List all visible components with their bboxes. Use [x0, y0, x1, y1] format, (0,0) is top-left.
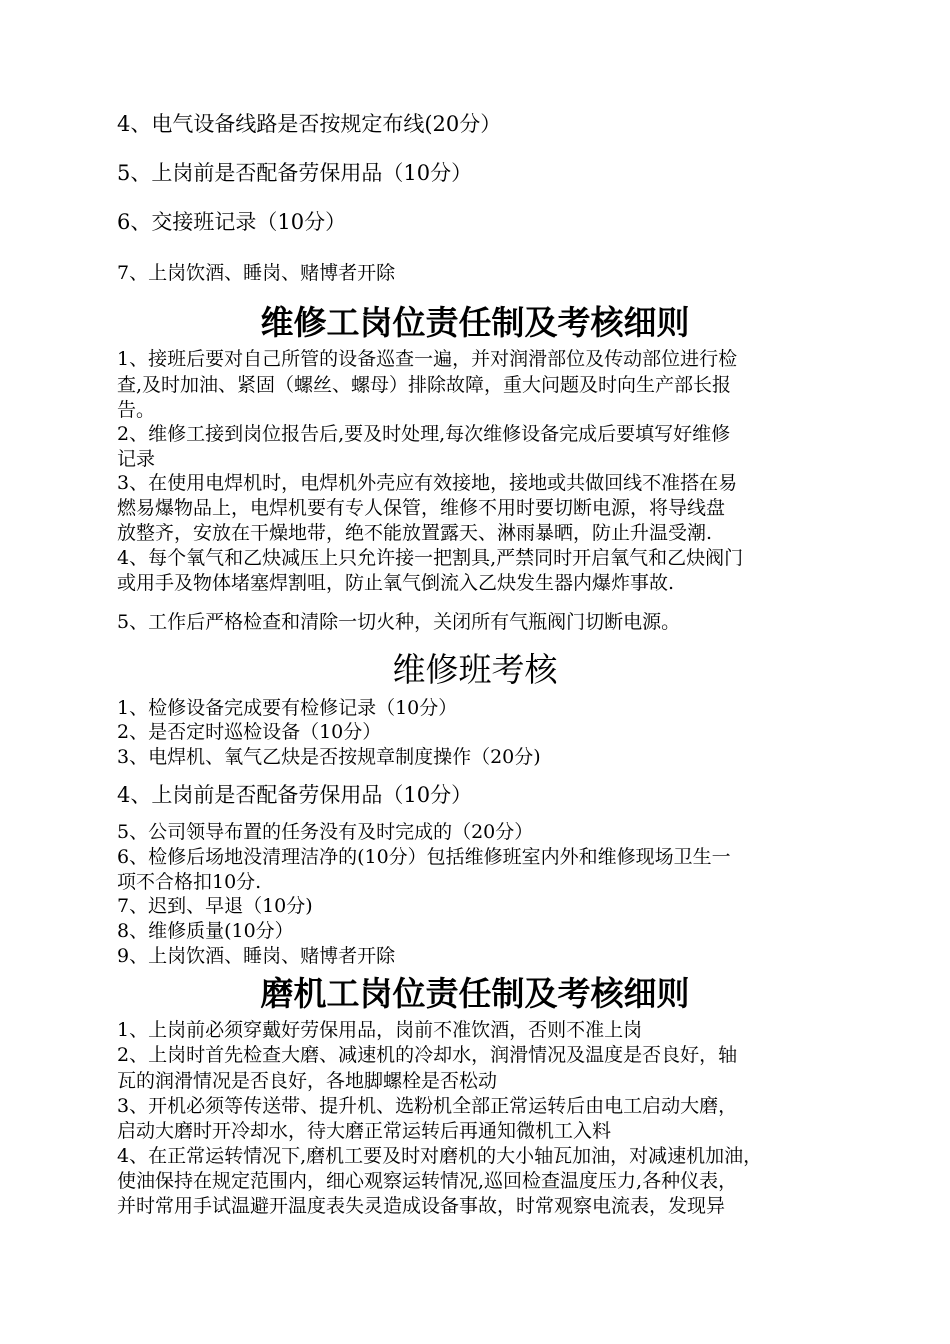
section2-line: 8、维修质量(10分）: [117, 920, 294, 942]
section2-line: 9、上岗饮酒、睡岗、赌博者开除: [117, 945, 396, 967]
section2-line: 4、上岗前是否配备劳保用品（10分）: [117, 783, 473, 807]
section1-line: 1、接班后要对自己所管的设备巡查一遍，并对润滑部位及传动部位进行检: [117, 348, 738, 370]
section1-line: 5、工作后严格检查和清除一切火种，关闭所有气瓶阀门切断电源。: [117, 611, 681, 633]
section3-line: 使油保持在规定范围内，细心观察运转情况,巡回检查温度压力,各种仪表，: [117, 1170, 738, 1192]
section2-line: 5、公司领导布置的任务没有及时完成的（20分）: [117, 821, 534, 843]
section3-line: 瓦的润滑情况是否良好，各地脚螺栓是否松动: [117, 1070, 498, 1092]
top-item-5: 5、上岗前是否配备劳保用品（10分）: [117, 161, 473, 185]
section3-line: 3、开机必须等传送带、提升机、选粉机全部正常运转后由电工启动大磨，: [117, 1095, 738, 1117]
top-item-4: 4、电气设备线路是否按规定布线(20分）: [117, 112, 502, 136]
section1-line: 告。: [117, 399, 156, 421]
section1-title: 维修工岗位责任制及考核细则: [260, 303, 690, 342]
section2-line: 3、电焊机、氧气乙炔是否按规章制度操作（20分): [117, 746, 541, 768]
section2-line: 7、迟到、早退（10分): [117, 895, 313, 917]
section2-line: 1、检修设备完成要有检修记录（10分）: [117, 697, 458, 719]
section1-line: 4、每个氧气和乙炔减压上只允许接一把割具,严禁同时开启氧气和乙炔阀门: [117, 547, 744, 569]
section1-line: 2、维修工接到岗位报告后,要及时处理,每次维修设备完成后要填写好维修: [117, 423, 731, 445]
section3-title: 磨机工岗位责任制及考核细则: [260, 974, 690, 1013]
section1-line: 燃易爆物品上，电焊机要有专人保管，维修不用时要切断电源，将导线盘: [117, 497, 726, 519]
section1-line: 放整齐，安放在干燥地带，绝不能放置露天、淋雨暴晒，防止升温受潮.: [117, 522, 713, 544]
section3-line: 4、在正常运转情况下,磨机工要及时对磨机的大小轴瓦加油，对减速机加油，: [117, 1145, 763, 1167]
section3-line: 并时常用手试温避开温度表失灵造成设备事故，时常观察电流表，发现异: [117, 1195, 726, 1217]
section3-line: 1、上岗前必须穿戴好劳保用品，岗前不准饮酒，否则不准上岗: [117, 1019, 643, 1041]
section3-line: 启动大磨时开冷却水，待大磨正常运转后再通知微机工入料: [117, 1120, 612, 1142]
section1-line: 或用手及物体堵塞焊割咀，防止氧气倒流入乙炔发生器内爆炸事故.: [117, 572, 675, 594]
section3-line: 2、上岗时首先检查大磨、减速机的冷却水，润滑情况及温度是否良好，轴: [117, 1044, 738, 1066]
section1-line: 查,及时加油、紧固（螺丝、螺母）排除故障，重大问题及时向生产部长报: [117, 374, 732, 396]
section1-line: 记录: [117, 448, 156, 470]
section2-title: 维修班考核: [392, 650, 558, 689]
top-item-7: 7、上岗饮酒、睡岗、赌博者开除: [117, 262, 396, 284]
section1-line: 3、在使用电焊机时，电焊机外壳应有效接地，接地或共做回线不准搭在易: [117, 472, 738, 494]
section2-line: 项不合格扣10分.: [117, 871, 262, 893]
section2-line: 6、检修后场地没清理洁净的(10分）包括维修班室内外和维修现场卫生一: [117, 846, 731, 868]
top-item-6: 6、交接班记录（10分）: [117, 210, 347, 234]
section2-line: 2、是否定时巡检设备（10分）: [117, 721, 382, 743]
